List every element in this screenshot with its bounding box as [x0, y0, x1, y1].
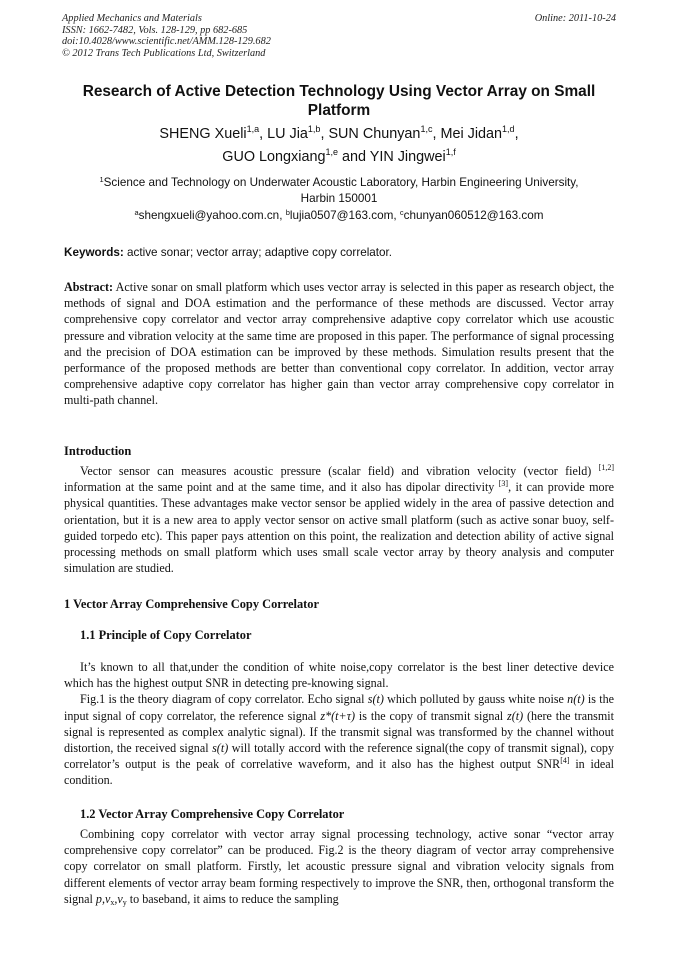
copyright-line: © 2012 Trans Tech Publications Ltd, Switzerland	[62, 47, 266, 59]
author-affil-mark: 1,a	[246, 124, 260, 134]
email-separator: ,	[393, 209, 400, 222]
author-separator: and	[337, 149, 370, 165]
paragraph-text: which polluted by gauss white noise	[383, 692, 568, 707]
citation: [4]	[560, 756, 570, 766]
section-1-2-body	[64, 826, 614, 907]
keywords-label: Keywords:	[64, 246, 124, 259]
paragraph-text: is the copy of transmit signal	[355, 708, 508, 723]
paragraph-text: (here the transmit signal is represented as complex analytic signal). If the transmit signal was transformed by the channel without distortion, the received signal	[64, 708, 614, 756]
author-name: SHENG Xueli	[159, 126, 247, 142]
section-1-2-paragraph-1	[64, 826, 614, 907]
paragraph-text: Fig.1 is the theory diagram of copy correlator. Echo signal	[80, 692, 368, 707]
doi-line: doi:10.4028/www.scientific.net/AMM.128-129.682	[62, 36, 271, 48]
author-affil-mark: 1,e	[325, 147, 338, 157]
author-list	[62, 123, 616, 169]
introduction-heading: Introduction	[64, 444, 132, 458]
author-name: SUN Chunyan	[328, 126, 421, 142]
journal-header	[62, 13, 616, 59]
paper-title: Research of Active Detection Technology Using Vector Array on Small Platform	[82, 83, 596, 119]
math-variable: z(t)	[507, 708, 524, 723]
math-subscript: x	[110, 897, 115, 907]
email-list	[62, 208, 616, 223]
math-variable: s(t)	[367, 692, 384, 707]
math-variable: n(t)	[567, 692, 585, 707]
section-1-1-body	[64, 659, 614, 789]
abstract-text: Active sonar on small platform which uses vector array is selected in this paper as research object, the methods of signal and DOA estimation and the performance of these methods are discussed. Vector array comprehensive copy correlator and vector array comprehensive adaptive copy correlator which use acoustic pressure and vibration velocity at the same time are proposed in this paper. The performance of signal processing and the precision of DOA estimation can be improved by these methods. Simulation results present that the performance of the proposed methods are better than conventional copy correlator. In addition, vector array comprehensive adaptive copy correlator has higher gain than vector array comprehensive copy correlator in multi-path channel.	[64, 280, 614, 408]
math-variable: s(t)	[212, 741, 229, 756]
paragraph-text: to baseband, it aims to reduce the sampling	[126, 891, 339, 906]
section-1-2-heading: 1.2 Vector Array Comprehensive Copy Correlator	[80, 807, 345, 821]
issn-line: ISSN: 1662-7482, Vols. 128-129, pp 682-685	[62, 24, 248, 36]
author-name: Mei Jidan	[440, 126, 503, 142]
introduction-paragraph	[64, 463, 614, 576]
email-mark: c	[399, 208, 404, 217]
affiliation-line-1: Science and Technology on Underwater Acoustic Laboratory, Harbin Engineering University,	[103, 176, 579, 189]
intro-text: Vector sensor can measures acoustic pressure (scalar field) and vibration velocity (vector field)	[80, 464, 599, 478]
affiliation-mark: 1	[99, 175, 104, 184]
paragraph-text: Combining copy correlator with vector array signal processing technology, active sonar “vector array comprehensive copy correlator” can be produced. Fig.2 is the theory diagram of vector array comprehensive copy correlator on small platform. Firstly, let acoustic pressure signal and vibration velocity signals from different elements of vector array beam forming respectively to improve the SNR, then, orthogonal transform the signal	[64, 827, 614, 906]
author-separator: ,	[514, 126, 519, 142]
author-affil-mark: 1,c	[420, 124, 433, 134]
abstract	[64, 279, 614, 409]
abstract-label: Abstract:	[64, 280, 114, 294]
math-subscript: y	[122, 897, 127, 907]
citation: [3]	[498, 479, 509, 489]
keywords-text: active sonar; vector array; adaptive copy correlator.	[123, 246, 393, 259]
email-separator: ,	[279, 209, 286, 222]
intro-text: information at the same point and at the same time, and it also has dipolar directivity	[64, 480, 499, 495]
author-name: GUO Longxiang	[222, 149, 326, 165]
section-1-1-paragraph-2	[64, 691, 614, 788]
email-address: chunyan060512@163.com	[403, 209, 544, 222]
author-separator: ,	[320, 126, 329, 142]
author-separator: ,	[259, 126, 268, 142]
email-mark: a	[134, 208, 139, 217]
paragraph-text: in ideal condition.	[64, 757, 614, 788]
paragraph-text: is the input signal of copy correlator, the reference signal	[64, 692, 614, 723]
email-mark: b	[285, 208, 290, 217]
online-date: Online: 2011-10-24	[534, 13, 616, 24]
author-affil-mark: 1,d	[502, 124, 515, 134]
section-1-1-paragraph-1: It’s known to all that,under the condition of white noise,copy correlator is the best liner detective device which has the highest output SNR in detecting pre-knowing signal.	[64, 660, 614, 691]
author-affil-mark: 1,f	[445, 147, 456, 157]
keywords	[64, 245, 616, 260]
journal-name: Applied Mechanics and Materials	[62, 13, 202, 24]
author-separator: ,	[432, 126, 441, 142]
email-address: lujia0507@163.com	[289, 209, 394, 222]
author-name: YIN Jingwei	[369, 149, 446, 165]
section-1-heading: 1 Vector Array Comprehensive Copy Correlator	[64, 597, 319, 611]
affiliation-line-2: Harbin 150001	[300, 191, 378, 205]
author-affil-mark: 1,b	[307, 124, 321, 134]
author-name: LU Jia	[267, 126, 308, 142]
math-variable: z*(t+τ)	[320, 708, 356, 723]
math-variable: p,v	[95, 891, 111, 906]
email-address: shengxueli@yahoo.com.cn	[138, 209, 280, 222]
affiliation	[62, 175, 616, 206]
section-1-1-heading: 1.1 Principle of Copy Correlator	[80, 628, 252, 642]
paragraph-text: will totally accord with the reference signal(the copy of transmit signal), copy correlator’s output is the peak of correlative waveform, and it also has the highest output SNR	[64, 741, 615, 772]
citation: [1,2]	[598, 463, 614, 472]
intro-text: , it can provide more physical quantities. These advantages make vector sensor be applied widely in the area of passive detection and orientation, but it is a new area to apply vector sensor on active small platform (such as active sonar buoy, self-guided torpedo etc). This paper pays attention on this point, the realization and detection ability of active signal processing methods on small platform which uses small scale vector array by theory analysis and computer simulation are studied.	[64, 480, 614, 576]
math-variable: ,v	[114, 891, 123, 906]
